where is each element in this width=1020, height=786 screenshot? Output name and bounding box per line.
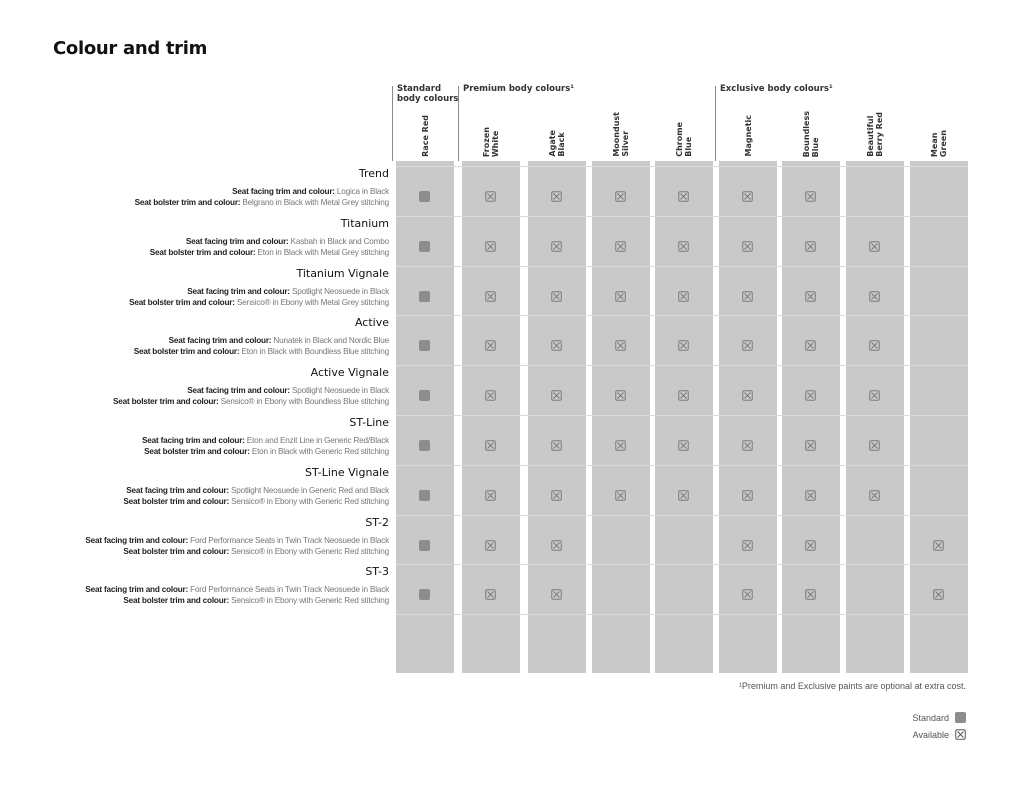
seat-facing-label: Seat facing trim and colour: (168, 336, 272, 345)
seat-bolster-label: Seat bolster trim and colour: (123, 547, 230, 556)
available-box-icon (805, 241, 816, 252)
legend-standard (912, 712, 966, 723)
column-header-chrome_blue (658, 107, 710, 157)
available-box-icon (678, 340, 689, 351)
seat-bolster-label: Seat bolster trim and colour: (129, 298, 235, 307)
available-box-icon (742, 589, 753, 600)
row-separator (396, 266, 968, 267)
colour-column-beautiful_berry_red (846, 161, 904, 673)
group-divider (715, 86, 716, 161)
row-separator (396, 614, 968, 615)
footnote: ¹Premium and Exclusive paints are optional at extra cost. (738, 681, 966, 691)
available-box-icon (678, 241, 689, 252)
seat-bolster-value: Belgrano in Black with Metal Grey stitching (242, 198, 389, 207)
seat-facing-label: Seat facing trim and colour: (187, 287, 290, 296)
available-box-icon (615, 340, 626, 351)
available-box-icon (678, 191, 689, 202)
available-box-icon (933, 589, 944, 600)
available-box-icon (485, 440, 496, 451)
standard-mark-icon (419, 540, 430, 551)
standard-mark-icon (419, 241, 430, 252)
trim-description (150, 236, 389, 258)
available-box-icon (485, 589, 496, 600)
trim-name: ST-2 (365, 516, 389, 529)
available-box-icon (869, 340, 880, 351)
available-box-icon (805, 540, 816, 551)
group-divider (392, 86, 393, 161)
available-box-icon (678, 390, 689, 401)
available-box-icon (551, 191, 562, 202)
seat-bolster-label: Seat bolster trim and colour: (133, 347, 240, 356)
seat-bolster-label: Seat bolster trim and colour: (134, 198, 241, 207)
available-box-icon (485, 390, 496, 401)
column-header-label: Agate Black (548, 130, 566, 157)
group-label-premium: Premium body colours¹ (463, 84, 574, 94)
seat-bolster-value: Sensico® in Ebony with Generic Red stitching (231, 547, 389, 556)
column-header-beautiful_berry_red (849, 107, 901, 157)
row-separator (396, 515, 968, 516)
colour-column-chrome_blue (655, 161, 713, 673)
available-box-icon (551, 291, 562, 302)
trim-name: ST-Line (349, 416, 389, 429)
available-box-icon (933, 540, 944, 551)
page-title: Colour and trim (53, 38, 208, 59)
column-header-frozen_white (465, 107, 517, 157)
seat-bolster-label: Seat bolster trim and colour: (123, 596, 230, 605)
standard-mark-icon (419, 191, 430, 202)
row-separator (396, 415, 968, 416)
column-header-label: Chrome Blue (675, 122, 693, 157)
row-separator (396, 564, 968, 565)
row-separator (396, 216, 968, 217)
available-box-icon (805, 490, 816, 501)
column-header-label: Race Red (420, 115, 430, 157)
available-box-icon (805, 390, 816, 401)
seat-facing-label: Seat facing trim and colour: (85, 585, 189, 594)
column-header-magnetic (722, 107, 774, 157)
column-header-label: Moondust Silver (612, 112, 630, 157)
available-box-icon (615, 490, 626, 501)
seat-bolster-label: Seat bolster trim and colour: (149, 248, 256, 257)
column-header-moondust_silver (595, 107, 647, 157)
available-box-icon (485, 191, 496, 202)
seat-bolster-value: Eton in Black with Generic Red stitching (251, 447, 389, 456)
available-box-icon (742, 440, 753, 451)
row-separator (396, 365, 968, 366)
trim-description (134, 335, 389, 357)
standard-mark-icon (419, 589, 430, 600)
standard-mark-icon (419, 340, 430, 351)
available-box-icon (551, 540, 562, 551)
seat-facing-value: Logica in Black (336, 187, 389, 196)
trim-description (135, 186, 389, 208)
available-box-icon (485, 340, 496, 351)
seat-bolster-value: Sensico® in Ebony with Generic Red stitching (231, 497, 389, 506)
seat-bolster-value: Sensico® in Ebony with Boundless Blue stitching (220, 397, 389, 406)
seat-bolster-label: Seat bolster trim and colour: (123, 497, 230, 506)
seat-bolster-value: Eton in Black with Boundless Blue stitching (241, 347, 389, 356)
available-box-icon (869, 390, 880, 401)
group-label-exclusive: Exclusive body colours¹ (720, 84, 833, 94)
available-box-icon (551, 241, 562, 252)
row-separator (396, 465, 968, 466)
seat-facing-value: Ford Performance Seats in Twin Track Neosuede in Black (190, 585, 389, 594)
seat-facing-label: Seat facing trim and colour: (85, 536, 189, 545)
seat-facing-label: Seat facing trim and colour: (126, 486, 229, 495)
standard-mark-icon (419, 291, 430, 302)
available-box-icon (615, 390, 626, 401)
seat-bolster-label: Seat bolster trim and colour: (144, 447, 250, 456)
column-header-label: Mean Green (930, 129, 948, 157)
column-header-label: Magnetic (743, 115, 753, 157)
available-box-icon (869, 291, 880, 302)
available-box-icon (742, 490, 753, 501)
row-separator (396, 315, 968, 316)
trim-name: ST-3 (365, 565, 389, 578)
standard-mark-icon (419, 440, 430, 451)
available-box-icon (485, 291, 496, 302)
seat-bolster-value: Eton in Black with Metal Grey stitching (257, 248, 389, 257)
available-box-icon (742, 340, 753, 351)
available-box-icon (742, 241, 753, 252)
available-box-icon (805, 440, 816, 451)
trim-description (85, 535, 389, 557)
available-box-icon (678, 291, 689, 302)
available-box-icon (485, 241, 496, 252)
available-box-icon (742, 390, 753, 401)
row-separator (396, 166, 968, 167)
seat-bolster-value: Sensico® in Ebony with Generic Red stitching (231, 596, 389, 605)
seat-facing-value: Ford Performance Seats in Twin Track Neosuede in Black (190, 536, 389, 545)
seat-facing-value: Nunatek in Black and Nordic Blue (273, 336, 389, 345)
legend-available (913, 729, 966, 740)
available-box-icon (955, 729, 966, 740)
available-box-icon (805, 589, 816, 600)
available-box-icon (551, 390, 562, 401)
available-box-icon (742, 540, 753, 551)
available-box-icon (551, 340, 562, 351)
available-box-icon (805, 340, 816, 351)
seat-facing-value: Kasbah in Black and Combo (290, 237, 389, 246)
column-header-race_red (399, 107, 451, 157)
seat-facing-value: Eton and Enzit Line in Generic Red/Black (246, 436, 389, 445)
available-box-icon (742, 191, 753, 202)
trim-name: Trend (358, 167, 389, 180)
available-box-icon (678, 490, 689, 501)
available-box-icon (615, 291, 626, 302)
column-header-label: Frozen White (482, 126, 500, 157)
available-box-icon (615, 191, 626, 202)
standard-swatch-icon (955, 712, 966, 723)
standard-mark-icon (419, 390, 430, 401)
available-box-icon (678, 440, 689, 451)
colour-column-moondust_silver (592, 161, 650, 673)
seat-facing-value: Spotlight Neosuede in Generic Red and Black (231, 486, 389, 495)
available-box-icon (615, 440, 626, 451)
available-box-icon (615, 241, 626, 252)
seat-bolster-value: Sensico® in Ebony with Metal Grey stitching (236, 298, 389, 307)
trim-name: Active Vignale (310, 366, 389, 379)
column-header-boundless_blue (785, 107, 837, 157)
available-box-icon (869, 241, 880, 252)
seat-facing-label: Seat facing trim and colour: (142, 436, 245, 445)
trim-name: Titanium (340, 217, 389, 230)
trim-description (142, 435, 389, 457)
available-box-icon (742, 291, 753, 302)
available-box-icon (805, 291, 816, 302)
seat-facing-label: Seat facing trim and colour: (185, 237, 289, 246)
available-box-icon (869, 440, 880, 451)
available-box-icon (869, 490, 880, 501)
group-divider (458, 86, 459, 161)
column-header-mean_green (913, 107, 965, 157)
column-header-agate_black (531, 107, 583, 157)
seat-facing-label: Seat facing trim and colour: (187, 386, 290, 395)
seat-facing-value: Spotlight Neosuede in Black (291, 287, 389, 296)
trim-name: Titanium Vignale (296, 267, 389, 280)
seat-facing-label: Seat facing trim and colour: (232, 187, 335, 196)
trim-description (113, 385, 389, 407)
standard-mark-icon (419, 490, 430, 501)
trim-description (123, 485, 389, 507)
legend-standard-label: Standard (912, 712, 949, 723)
legend-available-label: Available (912, 729, 949, 740)
trim-name: Active (354, 316, 389, 329)
available-box-icon (805, 191, 816, 202)
trim-description (85, 584, 389, 606)
trim-name: ST-Line Vignale (305, 466, 389, 479)
column-header-label: Boundless Blue (802, 110, 820, 157)
available-box-icon (485, 490, 496, 501)
seat-bolster-label: Seat bolster trim and colour: (113, 397, 219, 406)
trim-description (129, 286, 389, 308)
available-box-icon (551, 490, 562, 501)
group-label-standard: Standard body colours (397, 84, 459, 104)
available-box-icon (551, 440, 562, 451)
available-box-icon (551, 589, 562, 600)
column-header-label: Beautiful Berry Red (866, 112, 884, 157)
seat-facing-value: Spotlight Neosuede in Black (291, 386, 389, 395)
available-box-icon (485, 540, 496, 551)
